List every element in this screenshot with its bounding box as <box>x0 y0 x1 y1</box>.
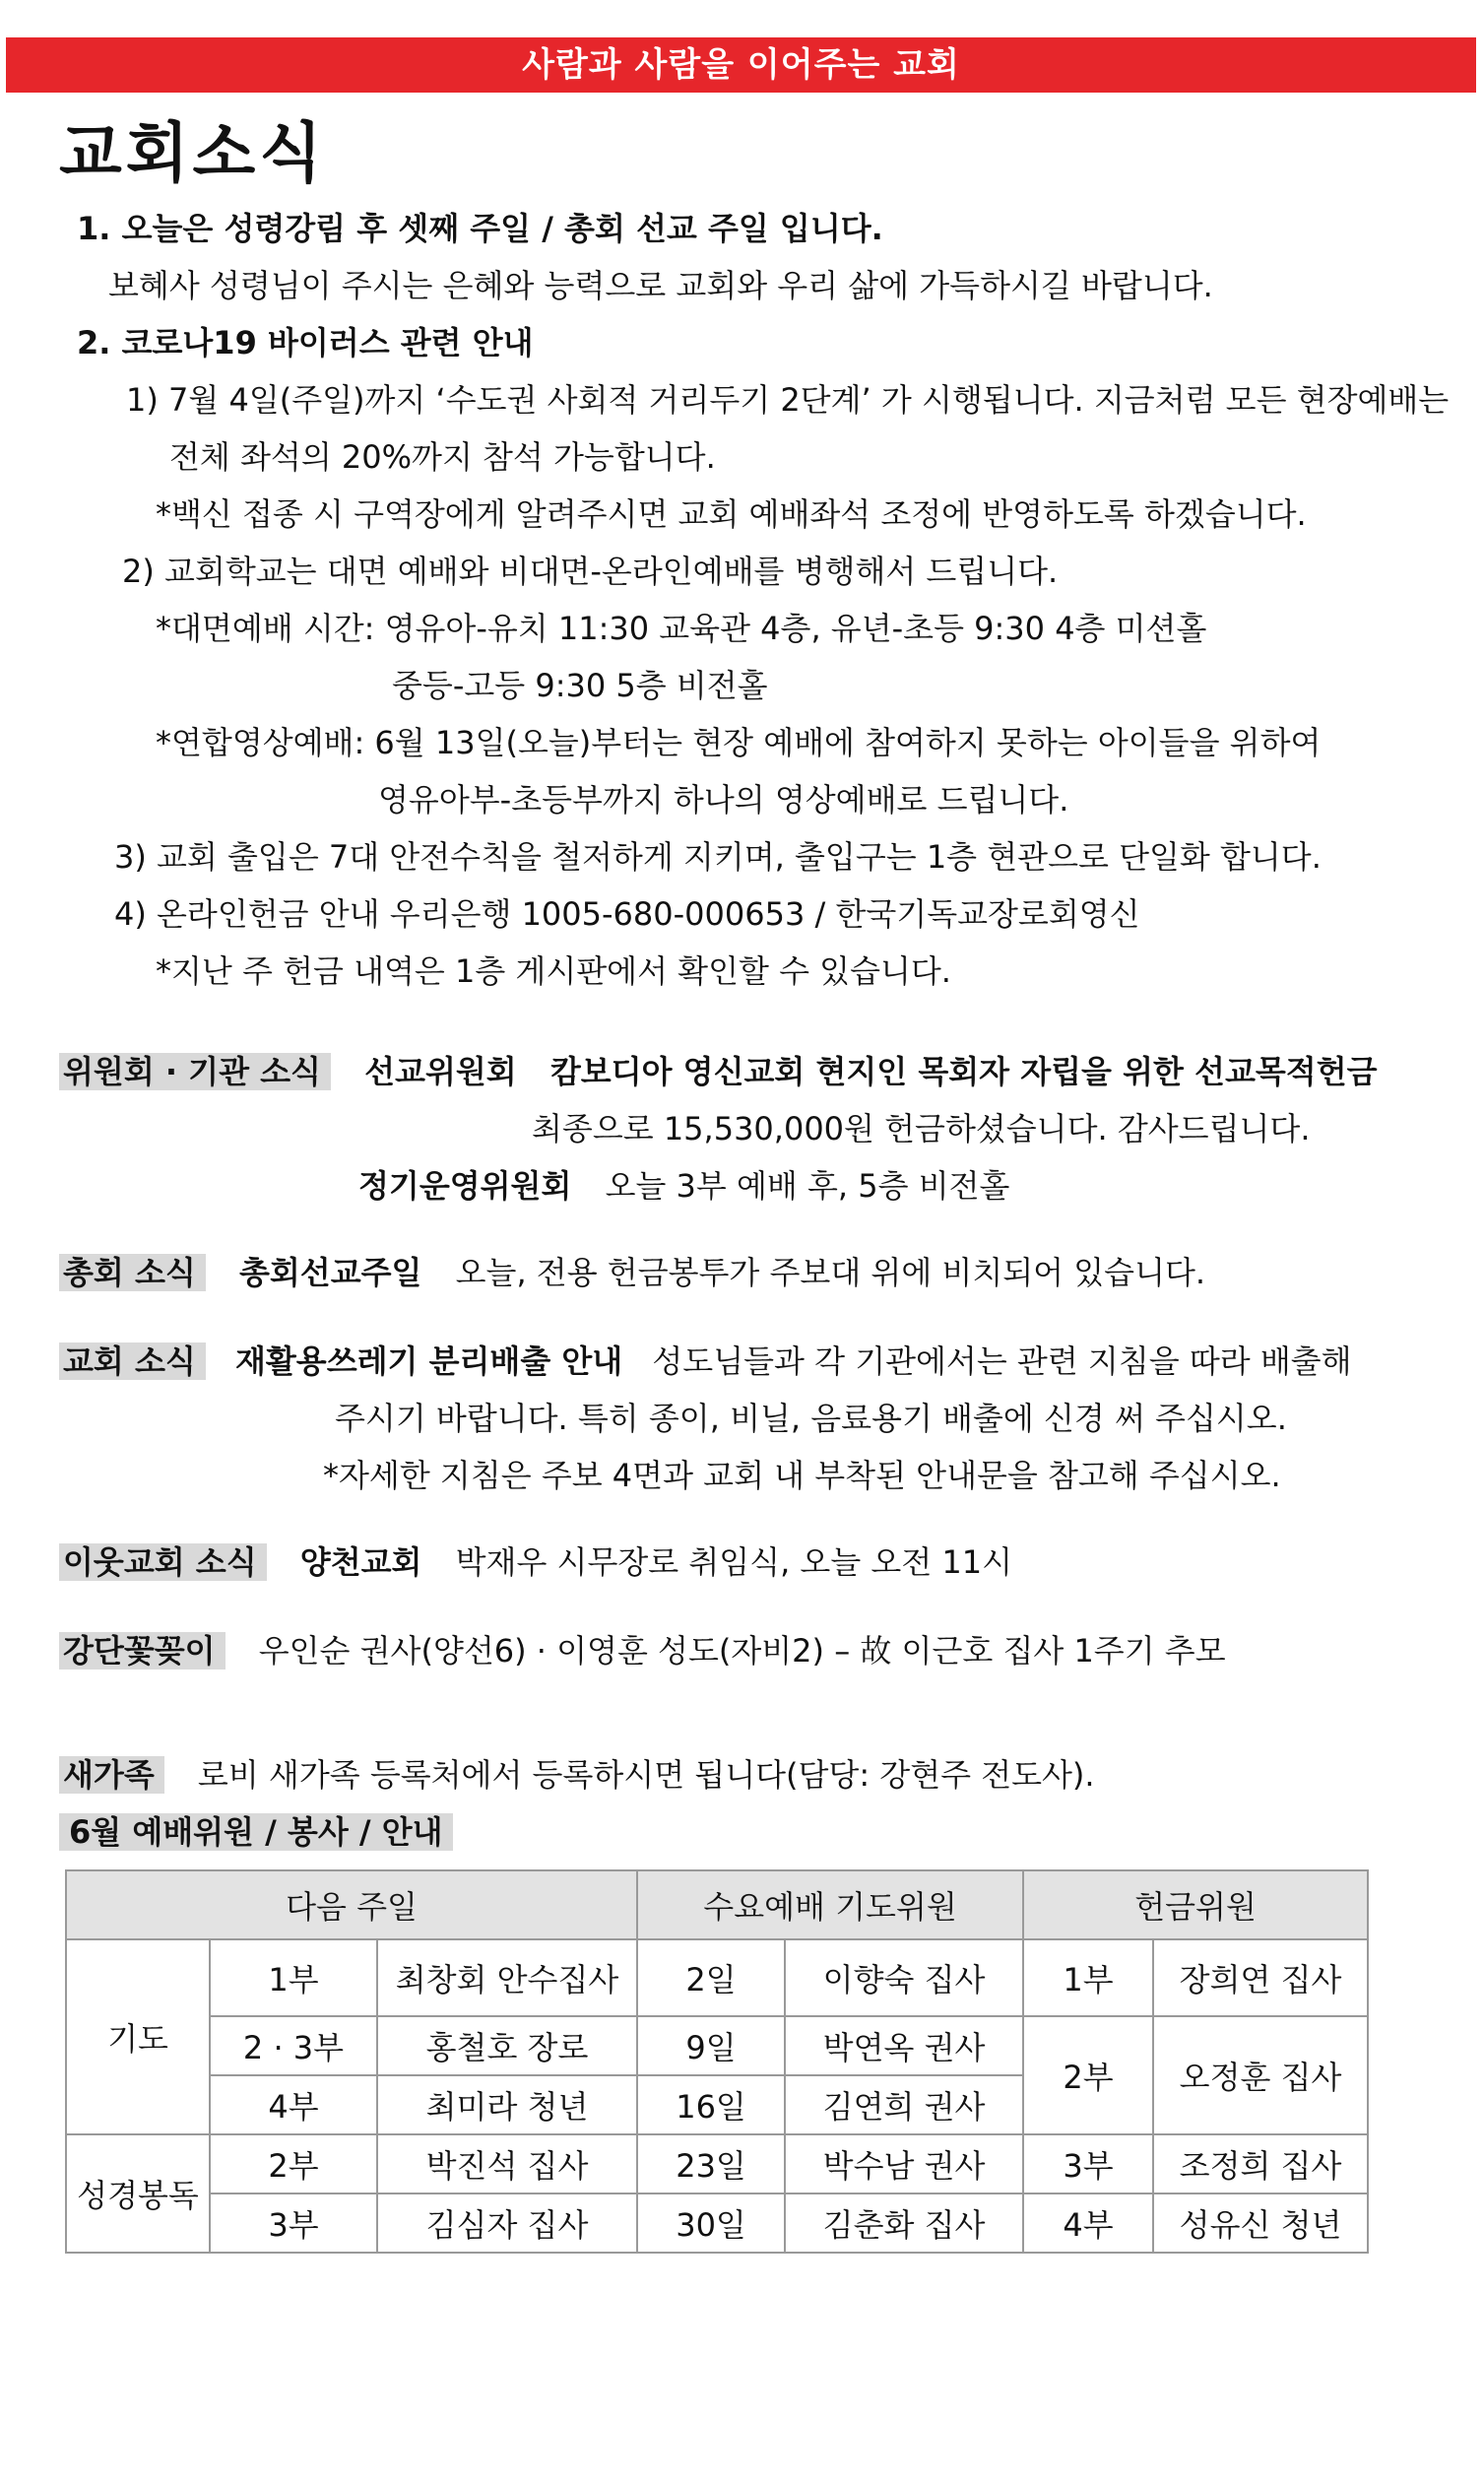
notice-2-1-note: *백신 접종 시 구역장에게 알려주시면 교회 예배좌석 조정에 반영하도록 하겠습니다. <box>156 495 1307 533</box>
notice-2-2: 2) 교회학교는 대면 예배와 비대면-온라인예배를 병행해서 드립니다. <box>122 553 1059 590</box>
schedule-heading-row <box>59 1812 453 1852</box>
sunday-service: 1부 <box>210 1939 377 2016</box>
newfamily-label: 새가족 <box>59 1756 164 1794</box>
sunday-person: 최미라 청년 <box>377 2075 637 2134</box>
flowers-label: 강단꽃꽂이 <box>59 1632 226 1670</box>
neighbor-name: 양천교회 <box>299 1543 422 1581</box>
notice-2-2-times-cont: 중등-고등 9:30 5층 비전홀 <box>392 667 768 704</box>
offering-service: 3부 <box>1023 2134 1153 2193</box>
sunday-person: 박진석 집사 <box>377 2134 637 2193</box>
church-text-note: *자세한 지침은 주보 4면과 교회 내 부착된 안내문을 참고해 주십시오. <box>323 1457 1281 1494</box>
church-text: 성도님들과 각 기관에서는 관련 지침을 따라 배출해 <box>652 1342 1352 1380</box>
notice-1-detail: 보혜사 성령님이 주시는 은혜와 능력으로 교회와 우리 삶에 가득하시길 바랍니다. <box>108 267 1213 304</box>
wednesday-person: 이향숙 집사 <box>785 1939 1023 2016</box>
flowers-row <box>59 1631 1226 1670</box>
assembly-name: 총회선교주일 <box>238 1254 422 1291</box>
committee-row-1 <box>59 1052 1378 1091</box>
wednesday-date: 16일 <box>637 2075 785 2134</box>
neighbor-text: 박재우 시무장로 취임식, 오늘 오전 11시 <box>455 1543 1013 1581</box>
notice-2-4-note: *지난 주 헌금 내역은 1층 게시판에서 확인할 수 있습니다. <box>156 952 951 990</box>
sunday-service: 3부 <box>210 2193 377 2253</box>
committee-row-3 <box>358 1166 1009 1206</box>
church-text-cont: 주시기 바랍니다. 특히 종이, 비닐, 음료용기 배출에 신경 써 주십시오. <box>335 1400 1287 1437</box>
offering-service: 2부 <box>1023 2016 1153 2134</box>
notice-2-2-video: *연합영상예배: 6월 13일(오늘)부터는 현장 예배에 참여하지 못하는 아이들을 위하여 <box>156 724 1322 761</box>
sunday-service: 2부 <box>210 2134 377 2193</box>
wednesday-date: 30일 <box>637 2193 785 2253</box>
notice-2-3: 3) 교회 출입은 7대 안전수칙을 철저하게 지키며, 출입구는 1층 현관으로 단일화 합니다. <box>114 838 1322 876</box>
mission-committee-text: 캄보디아 영신교회 현지인 목회자 자립을 위한 선교목적헌금 <box>549 1053 1378 1090</box>
mission-committee-name: 선교위원회 <box>364 1053 517 1090</box>
offering-person: 오정훈 집사 <box>1153 2016 1368 2134</box>
notice-2-1-cont: 전체 좌석의 20%까지 참석 가능합니다. <box>169 438 716 476</box>
category-prayer: 기도 <box>66 1939 210 2134</box>
offering-service: 4부 <box>1023 2193 1153 2253</box>
header-wednesday-prayer: 수요예배 기도위원 <box>637 1870 1023 1939</box>
page-title: 교회소식 <box>59 114 327 191</box>
committee-label: 위원회 · 기관 소식 <box>59 1053 331 1090</box>
notice-2: 2. 코로나19 바이러스 관련 안내 <box>77 324 534 361</box>
wednesday-person: 박연옥 권사 <box>785 2016 1023 2075</box>
mission-committee-text-cont: 최종으로 15,530,000원 헌금하셨습니다. 감사드립니다. <box>532 1110 1311 1147</box>
notice-2-2-times: *대면예배 시간: 영유아-유치 11:30 교육관 4층, 유년-초등 9:30 4층 미션홀 <box>156 610 1207 647</box>
neighbor-label: 이웃교회 소식 <box>59 1543 267 1581</box>
sunday-person: 최창회 안수집사 <box>377 1939 637 2016</box>
church-row-1 <box>59 1342 1352 1381</box>
offering-person: 조정희 집사 <box>1153 2134 1368 2193</box>
wednesday-date: 9일 <box>637 2016 785 2075</box>
notice-2-2-video-cont: 영유아부-초등부까지 하나의 영상예배로 드립니다. <box>378 781 1069 818</box>
offering-service: 1부 <box>1023 1939 1153 2016</box>
header-offering: 헌금위원 <box>1023 1870 1368 1939</box>
notice-2-4: 4) 온라인헌금 안내 우리은행 1005-680-000653 / 한국기독교장로회영신 <box>114 895 1140 933</box>
wednesday-date: 23일 <box>637 2134 785 2193</box>
church-name: 재활용쓰레기 분리배출 안내 <box>234 1342 623 1380</box>
wednesday-date: 2일 <box>637 1939 785 2016</box>
banner: 사람과 사람을 이어주는 교회 <box>6 37 1476 93</box>
assembly-label: 총회 소식 <box>59 1254 206 1291</box>
sunday-service: 4부 <box>210 2075 377 2134</box>
notice-2-1: 1) 7월 4일(주일)까지 ‘수도권 사회적 거리두기 2단계’ 가 시행됩니다. 지금처럼 모든 현장예배는 <box>126 381 1450 419</box>
offering-person: 성유신 청년 <box>1153 2193 1368 2253</box>
sunday-person: 홍철호 장로 <box>377 2016 637 2075</box>
flowers-text: 우인순 권사(양선6) · 이영훈 성도(자비2) – 故 이근호 집사 1주기 추모 <box>258 1632 1226 1670</box>
assembly-row <box>59 1253 1205 1292</box>
wednesday-person: 김연희 권사 <box>785 2075 1023 2134</box>
sunday-service: 2 · 3부 <box>210 2016 377 2075</box>
wednesday-person: 박수남 권사 <box>785 2134 1023 2193</box>
wednesday-person: 김춘화 집사 <box>785 2193 1023 2253</box>
category-reading: 성경봉독 <box>66 2134 210 2253</box>
notice-1: 1. 오늘은 성령강림 후 셋째 주일 / 총회 선교 주일 입니다. <box>77 210 883 247</box>
schedule-table <box>65 1869 1369 2254</box>
schedule-heading: 6월 예배위원 / 봉사 / 안내 <box>59 1813 453 1851</box>
sunday-person: 김심자 집사 <box>377 2193 637 2253</box>
offering-person: 장희연 집사 <box>1153 1939 1368 2016</box>
ops-committee-text: 오늘 3부 예배 후, 5층 비전홀 <box>605 1167 1010 1205</box>
assembly-text: 오늘, 전용 헌금봉투가 주보대 위에 비치되어 있습니다. <box>455 1254 1206 1291</box>
newfamily-row <box>59 1755 1095 1795</box>
newfamily-text: 로비 새가족 등록처에서 등록하시면 됩니다(담당: 강현주 전도사). <box>197 1756 1095 1794</box>
neighbor-row <box>59 1542 1012 1582</box>
ops-committee-name: 정기운영위원회 <box>358 1167 572 1205</box>
church-label: 교회 소식 <box>59 1342 206 1380</box>
header-next-sunday: 다음 주일 <box>66 1870 637 1939</box>
